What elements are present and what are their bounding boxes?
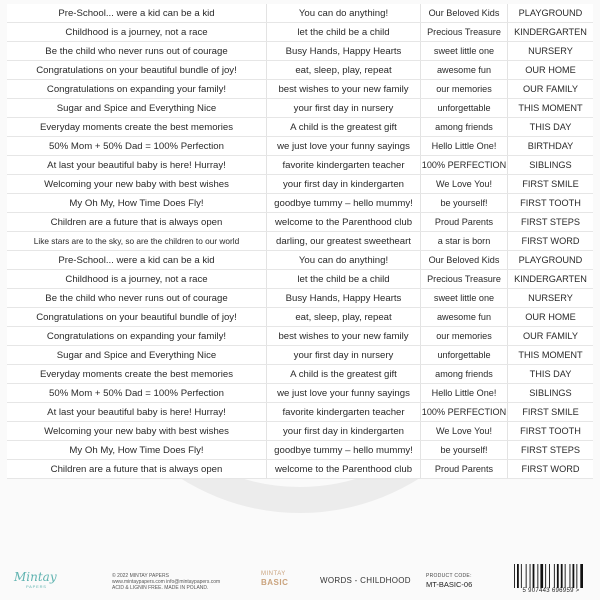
barcode-bar [514, 564, 515, 588]
word-sticker: welcome to the Parenthood club [267, 460, 421, 479]
barcode-bar [565, 564, 566, 588]
word-sticker: among friends [421, 118, 508, 137]
word-sticker: best wishes to your new family [267, 327, 421, 346]
word-sticker: THIS DAY [508, 365, 593, 384]
word-sticker: darling, our greatest sweetheart [267, 232, 421, 251]
word-sticker: best wishes to your new family [267, 80, 421, 99]
words-grid [7, 4, 593, 556]
word-sticker: sweet little one [421, 289, 508, 308]
barcode-bar [561, 564, 563, 588]
word-sticker: Our Beloved Kids [421, 251, 508, 270]
brand-name: MINTAY [261, 571, 286, 577]
word-sticker: your first day in kindergarten [267, 175, 421, 194]
word-sticker: our memories [421, 327, 508, 346]
word-sticker: let the child be a child [267, 270, 421, 289]
word-sticker: FIRST WORD [508, 232, 593, 251]
word-sticker: be yourself! [421, 194, 508, 213]
word-sticker: be yourself! [421, 441, 508, 460]
word-sticker: Welcoming your new baby with best wishes [7, 175, 267, 194]
word-sticker: our memories [421, 80, 508, 99]
word-sticker: SIBLINGS [508, 156, 593, 175]
barcode-bar [557, 564, 559, 588]
mintay-logo [12, 568, 60, 590]
copyright-block [112, 573, 252, 591]
word-sticker: FIRST WORD [508, 460, 593, 479]
word-sticker: SIBLINGS [508, 384, 593, 403]
word-sticker: we just love your funny sayings [267, 137, 421, 156]
word-sticker: eat, sleep, play, repeat [267, 61, 421, 80]
word-sticker: Precious Treasure [421, 23, 508, 42]
product-code: MT-BASIC-06 [426, 580, 473, 589]
word-sticker: FIRST SMILE [508, 403, 593, 422]
word-sticker: unforgettable [421, 346, 508, 365]
barcode-bar [580, 564, 583, 588]
word-sticker: 100% PERFECTION [421, 156, 508, 175]
barcode-bar [537, 564, 538, 588]
word-sticker: favorite kindergarten teacher [267, 403, 421, 422]
word-sticker: FIRST STEPS [508, 441, 593, 460]
word-sticker: unforgettable [421, 99, 508, 118]
barcode-bar [540, 564, 543, 588]
word-sticker: Congratulations on your beautiful bundle of joy! [7, 61, 267, 80]
word-sticker: Childhood is a journey, not a race [7, 270, 267, 289]
word-sticker: awesome fun [421, 308, 508, 327]
word-sticker: goodbye tummy – hello mummy! [267, 441, 421, 460]
barcode-bar [530, 564, 531, 588]
word-sticker: goodbye tummy – hello mummy! [267, 194, 421, 213]
brand-line: BASIC [261, 578, 289, 587]
word-sticker: A child is the greatest gift [267, 365, 421, 384]
word-sticker: welcome to the Parenthood club [267, 213, 421, 232]
contact-line: www.mintaypapers.com info@mintaypapers.com [112, 579, 221, 585]
word-sticker: Hello Little One! [421, 137, 508, 156]
word-sticker: a star is born [421, 232, 508, 251]
product-code-label: PRODUCT CODE: [426, 573, 472, 579]
word-sticker: awesome fun [421, 61, 508, 80]
word-sticker: A child is the greatest gift [267, 118, 421, 137]
logo-text: Mintay [14, 570, 57, 584]
barcode-number: 5 907443 696959 > [522, 588, 580, 594]
barcode-bar [526, 564, 527, 588]
word-sticker: Proud Parents [421, 460, 508, 479]
word-sticker: eat, sleep, play, repeat [267, 308, 421, 327]
barcode-bar [517, 564, 519, 588]
word-sticker: Everyday moments create the best memories [7, 365, 267, 384]
barcode-bar [533, 564, 535, 588]
word-sticker: PLAYGROUND [508, 251, 593, 270]
word-sticker: THIS MOMENT [508, 99, 593, 118]
word-sticker: we just love your funny sayings [267, 384, 421, 403]
barcode-bar [549, 564, 550, 588]
word-sticker: You can do anything! [267, 4, 421, 23]
word-sticker: Like stars are to the sky, so are the children to our world [7, 232, 267, 251]
word-sticker: Be the child who never runs out of courage [7, 42, 267, 61]
word-sticker: Congratulations on expanding your family! [7, 327, 267, 346]
word-sticker: sweet little one [421, 42, 508, 61]
word-sticker: Welcoming your new baby with best wishes [7, 422, 267, 441]
word-sticker: Everyday moments create the best memories [7, 118, 267, 137]
barcode-bar [576, 564, 577, 588]
word-sticker: OUR HOME [508, 61, 593, 80]
barcode-bar [573, 564, 575, 588]
word-sticker: Pre-School... were a kid can be a kid [7, 4, 267, 23]
word-sticker: let the child be a child [267, 23, 421, 42]
barcode-bar [545, 564, 546, 588]
word-sticker: FIRST SMILE [508, 175, 593, 194]
word-sticker: favorite kindergarten teacher [267, 156, 421, 175]
logo-subtext: PAPERS [26, 584, 47, 589]
word-sticker: NURSERY [508, 289, 593, 308]
barcode-bar [554, 564, 555, 588]
word-sticker: We Love You! [421, 422, 508, 441]
word-sticker: OUR FAMILY [508, 327, 593, 346]
word-sticker: Sugar and Spice and Everything Nice [7, 346, 267, 365]
word-sticker: Busy Hands, Happy Hearts [267, 42, 421, 61]
word-sticker: NURSERY [508, 42, 593, 61]
word-sticker: among friends [421, 365, 508, 384]
word-sticker: OUR FAMILY [508, 80, 593, 99]
word-sticker: THIS DAY [508, 118, 593, 137]
barcode-bar [521, 564, 522, 588]
word-sticker: Our Beloved Kids [421, 4, 508, 23]
barcode [512, 564, 590, 588]
word-sticker: Congratulations on your beautiful bundle of joy! [7, 308, 267, 327]
word-sticker: FIRST TOOTH [508, 422, 593, 441]
word-sticker: OUR HOME [508, 308, 593, 327]
barcode-bar [570, 564, 571, 588]
word-sticker: KINDERGARTEN [508, 270, 593, 289]
word-sticker: My Oh My, How Time Does Fly! [7, 194, 267, 213]
word-sticker: At last your beautiful baby is here! Hurray! [7, 156, 267, 175]
word-sticker: FIRST STEPS [508, 213, 593, 232]
word-sticker: 50% Mom + 50% Dad = 100% Perfection [7, 137, 267, 156]
word-sticker: BIRTHDAY [508, 137, 593, 156]
copyright-line: © 2022 MINTAY PAPERS [112, 573, 169, 579]
word-sticker: Hello Little One! [421, 384, 508, 403]
word-sticker: Precious Treasure [421, 270, 508, 289]
word-sticker: KINDERGARTEN [508, 23, 593, 42]
word-sticker: Busy Hands, Happy Hearts [267, 289, 421, 308]
word-sticker: your first day in kindergarten [267, 422, 421, 441]
word-sticker: Children are a future that is always open [7, 460, 267, 479]
word-sticker: You can do anything! [267, 251, 421, 270]
word-sticker: your first day in nursery [267, 346, 421, 365]
word-sticker: 50% Mom + 50% Dad = 100% Perfection [7, 384, 267, 403]
word-sticker: Childhood is a journey, not a race [7, 23, 267, 42]
word-sticker: PLAYGROUND [508, 4, 593, 23]
word-sticker: FIRST TOOTH [508, 194, 593, 213]
word-sticker: Be the child who never runs out of courage [7, 289, 267, 308]
word-sticker: Sugar and Spice and Everything Nice [7, 99, 267, 118]
material-line: ACID & LIGNIN FREE. MADE IN POLAND. [112, 585, 209, 591]
word-sticker: Proud Parents [421, 213, 508, 232]
word-sticker: THIS MOMENT [508, 346, 593, 365]
word-sticker: We Love You! [421, 175, 508, 194]
word-sticker: 100% PERFECTION [421, 403, 508, 422]
word-sticker: Pre-School... were a kid can be a kid [7, 251, 267, 270]
word-sticker: At last your beautiful baby is here! Hurray! [7, 403, 267, 422]
collection-title: WORDS - CHILDHOOD [320, 576, 411, 585]
word-sticker: your first day in nursery [267, 99, 421, 118]
word-sticker: Congratulations on expanding your family! [7, 80, 267, 99]
word-sticker: My Oh My, How Time Does Fly! [7, 441, 267, 460]
word-sticker: Children are a future that is always open [7, 213, 267, 232]
